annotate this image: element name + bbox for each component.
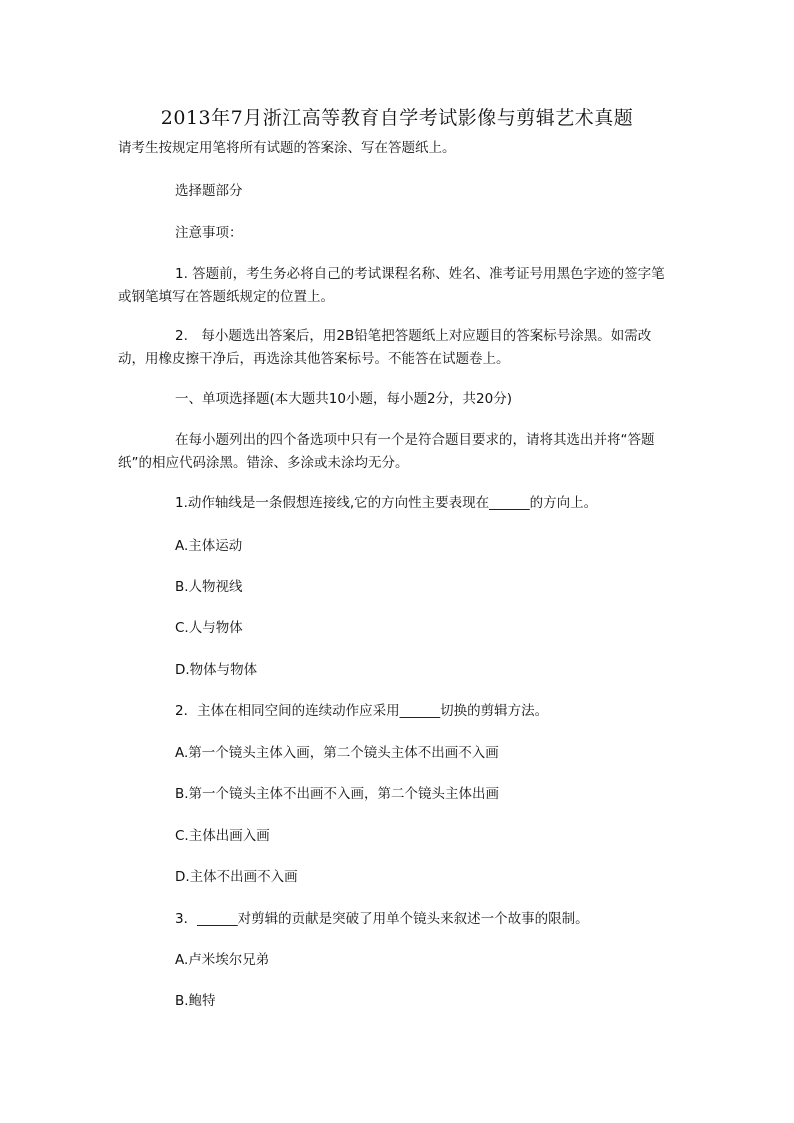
section-choice-heading: 选择题部分 <box>175 183 243 199</box>
page-title: 2013年7月浙江高等教育自学考试影像与剪辑艺术真题 <box>160 107 634 129</box>
question-2-stem: 2．主体在相同空间的连续动作应采用______切换的剪辑方法。 <box>175 703 549 719</box>
question-3-stem: 3．______对剪辑的贡献是突破了用单个镜头来叙述一个故事的限制。 <box>175 911 589 927</box>
notice-item-1: 1. 答题前，考生务必将自己的考试课程名称、姓名、准考证号用黑色字迹的签字笔或钢笔填写在答题纸规定的位置上。 <box>118 266 665 305</box>
question-1-option-a: A.主体运动 <box>175 538 243 554</box>
question-1-option-b: B.人物视线 <box>175 579 243 595</box>
question-2-option-d: D.主体不出画不入画 <box>175 869 298 885</box>
notice-heading: 注意事项： <box>175 225 243 241</box>
question-3-option-b: B.鲍特 <box>175 993 216 1009</box>
question-2-option-a: A.第一个镜头主体入画，第二个镜头主体不出画不入画 <box>175 745 499 761</box>
exam-instruction: 请考生按规定用笔将所有试题的答案涂、写在答题纸上。 <box>118 140 456 156</box>
part1-description: 在每小题列出的四个备选项中只有一个是符合题目要求的，请将其选出并将“答题纸”的相应代码涂黑。错涂、多涂或未涂均无分。 <box>118 432 655 471</box>
question-3-option-a: A.卢米埃尔兄弟 <box>175 952 270 968</box>
question-1-option-d: D.物体与物体 <box>175 662 258 678</box>
question-1-option-c: C.人与物体 <box>175 620 243 636</box>
question-2-option-b: B.第一个镜头主体不出画不入画，第二个镜头主体出画 <box>175 786 500 802</box>
question-1-stem: 1.动作轴线是一条假想连接线,它的方向性主要表现在______的方向上。 <box>175 495 598 511</box>
part1-heading: 一、单项选择题(本大题共10小题，每小题2分，共20分) <box>175 391 512 407</box>
notice-item-2: 2. 每小题选出答案后，用2B铅笔把答题纸上对应题目的答案标号涂黑。如需改动，用橡皮擦干净后，再选涂其他答案标号。不能答在试题卷上。 <box>118 328 652 367</box>
question-2-option-c: C.主体出画入画 <box>175 828 270 844</box>
